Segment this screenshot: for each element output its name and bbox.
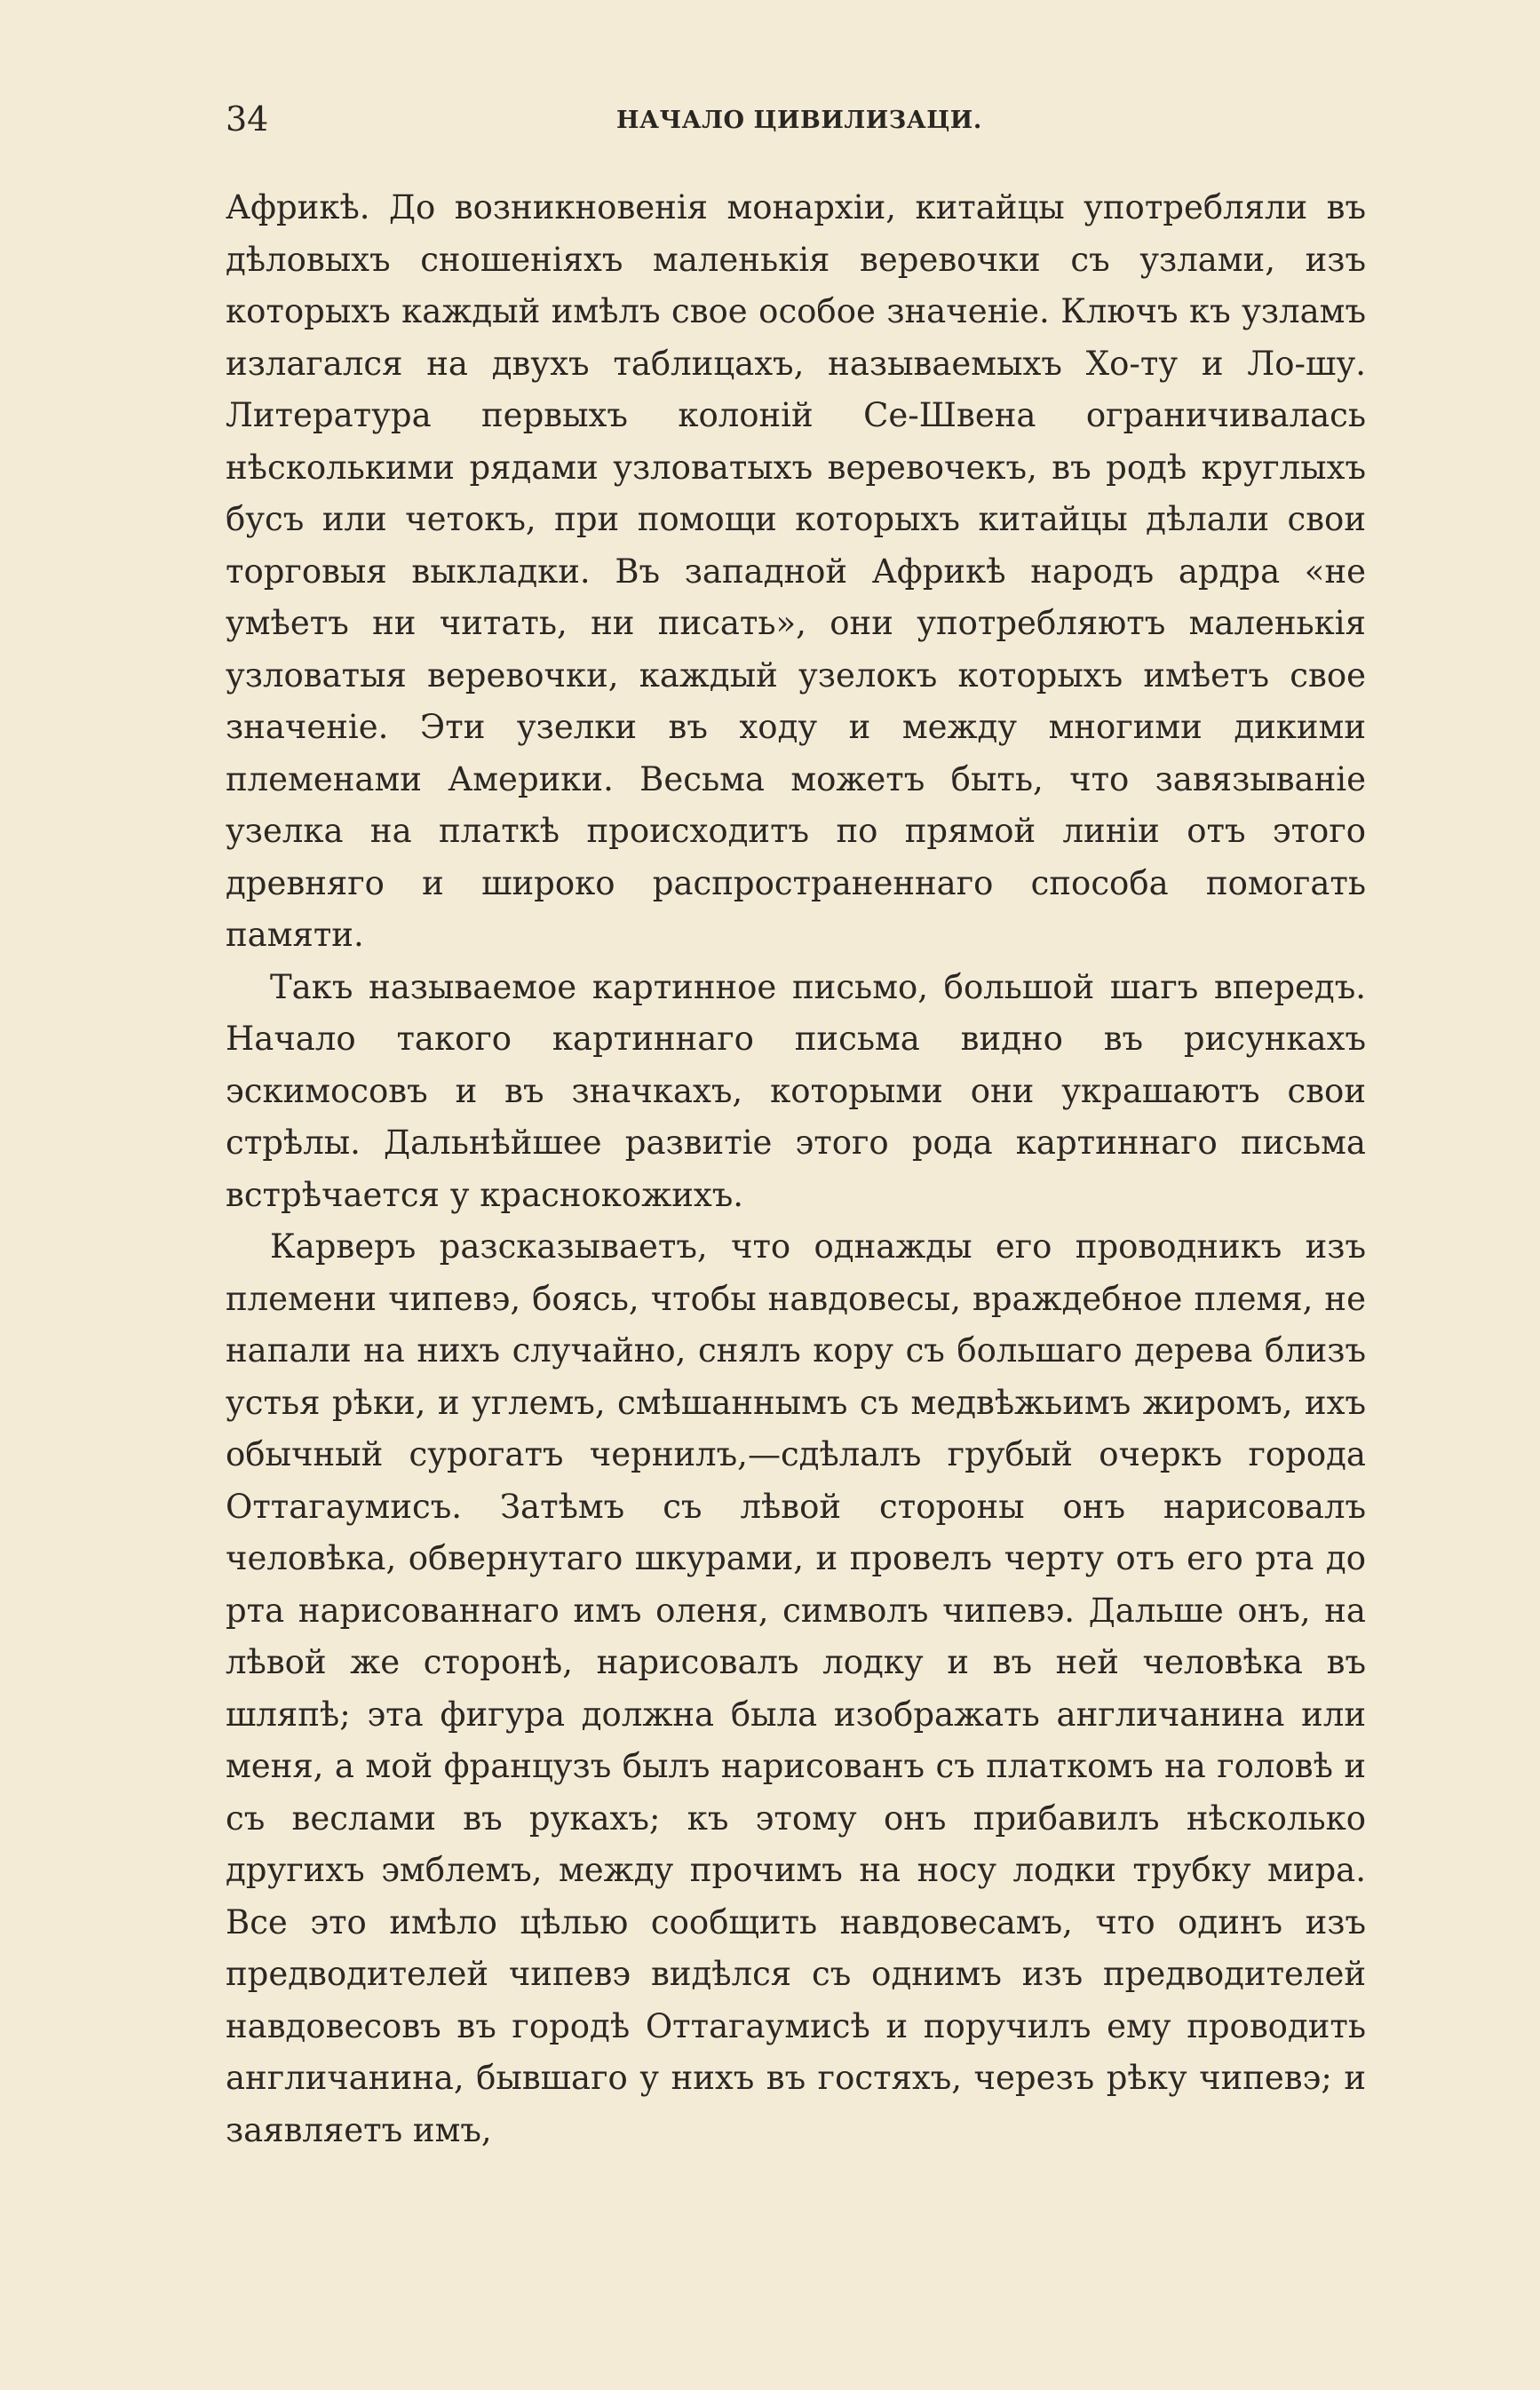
paragraph-3: Карверъ разсказываетъ, что однажды его проводникъ изъ племени чипевэ, боясь, чтобы навдовесы, враждебное племя, не напали на нихъ случайно, снялъ кору съ большаго дерева близъ устья рѣки, и углемъ, смѣшаннымъ съ медвѣжьимъ жиромъ, ихъ обычный сурогатъ чернилъ,—сдѣлалъ грубый очеркъ города Оттагаумисъ. Затѣмъ съ лѣвой стороны онъ нарисовалъ человѣка, обвернутаго шкурами, и провелъ черту отъ его рта до рта нарисованнаго имъ оленя, символъ чипевэ. Дальше онъ, на лѣвой же сторонѣ, нарисовалъ лодку и въ ней человѣка въ шляпѣ; эта фигура должна была изображать англичанина или меня, а мой французъ былъ нарисованъ съ платкомъ на головѣ и съ веслами въ рукахъ; къ этому онъ прибавилъ нѣсколько другихъ эмблемъ, между прочимъ на носу лодки трубку мира. Все это имѣло цѣлью сообщить навдовесамъ, что одинъ изъ предводителей чипевэ видѣлся съ однимъ изъ предводителей навдовесовъ въ городѣ Оттагаумисѣ и поручилъ ему проводить англичанина, бывшаго у нихъ въ гостяхъ, черезъ рѣку чипевэ; и заявляетъ имъ,	[226, 1227, 1366, 2149]
body-text	[226, 182, 1366, 2156]
paragraph-2: Такъ называемое картинное письмо, большой шагъ впередъ. Начало такого картиннаго письма видно въ рисункахъ эскимосовъ и въ значкахъ, которыми они украшаютъ свои стрѣлы. Дальнѣйшее развитіе этого рода картиннаго письма встрѣчается у краснокожихъ.	[226, 967, 1366, 1214]
paragraph-1: Африкѣ. До возникновенія монархіи, китайцы употребляли въ дѣловыхъ сношеніяхъ маленькія веревочки съ узлами, изъ которыхъ каждый имѣлъ свое особое значеніе. Ключъ къ узламъ излагался на двухъ таблицахъ, называемыхъ Хо-ту и Ло-шу. Литература первыхъ колоній Се-Швена ограничивалась нѣсколькими рядами узловатыхъ веревочекъ, въ родѣ круглыхъ бусъ или четокъ, при помощи которыхъ китайцы дѣлали свои торговыя выкладки. Въ западной Африкѣ народъ ардра «не умѣетъ ни читать, ни писать», они употребляютъ маленькія узловатыя веревочки, каждый узелокъ которыхъ имѣетъ свое значеніе. Эти узелки въ ходу и между многими дикими племенами Америки. Весьма можетъ быть, что завязываніе узелка на платкѣ происходитъ по прямой линіи отъ этого древняго и широко распространеннаго способа помогать памяти.	[226, 188, 1366, 954]
page-header	[226, 99, 1362, 153]
running-head: НАЧАЛО ЦИВИЛИЗАЦИ.	[616, 107, 982, 134]
page-number: 34	[226, 99, 269, 139]
